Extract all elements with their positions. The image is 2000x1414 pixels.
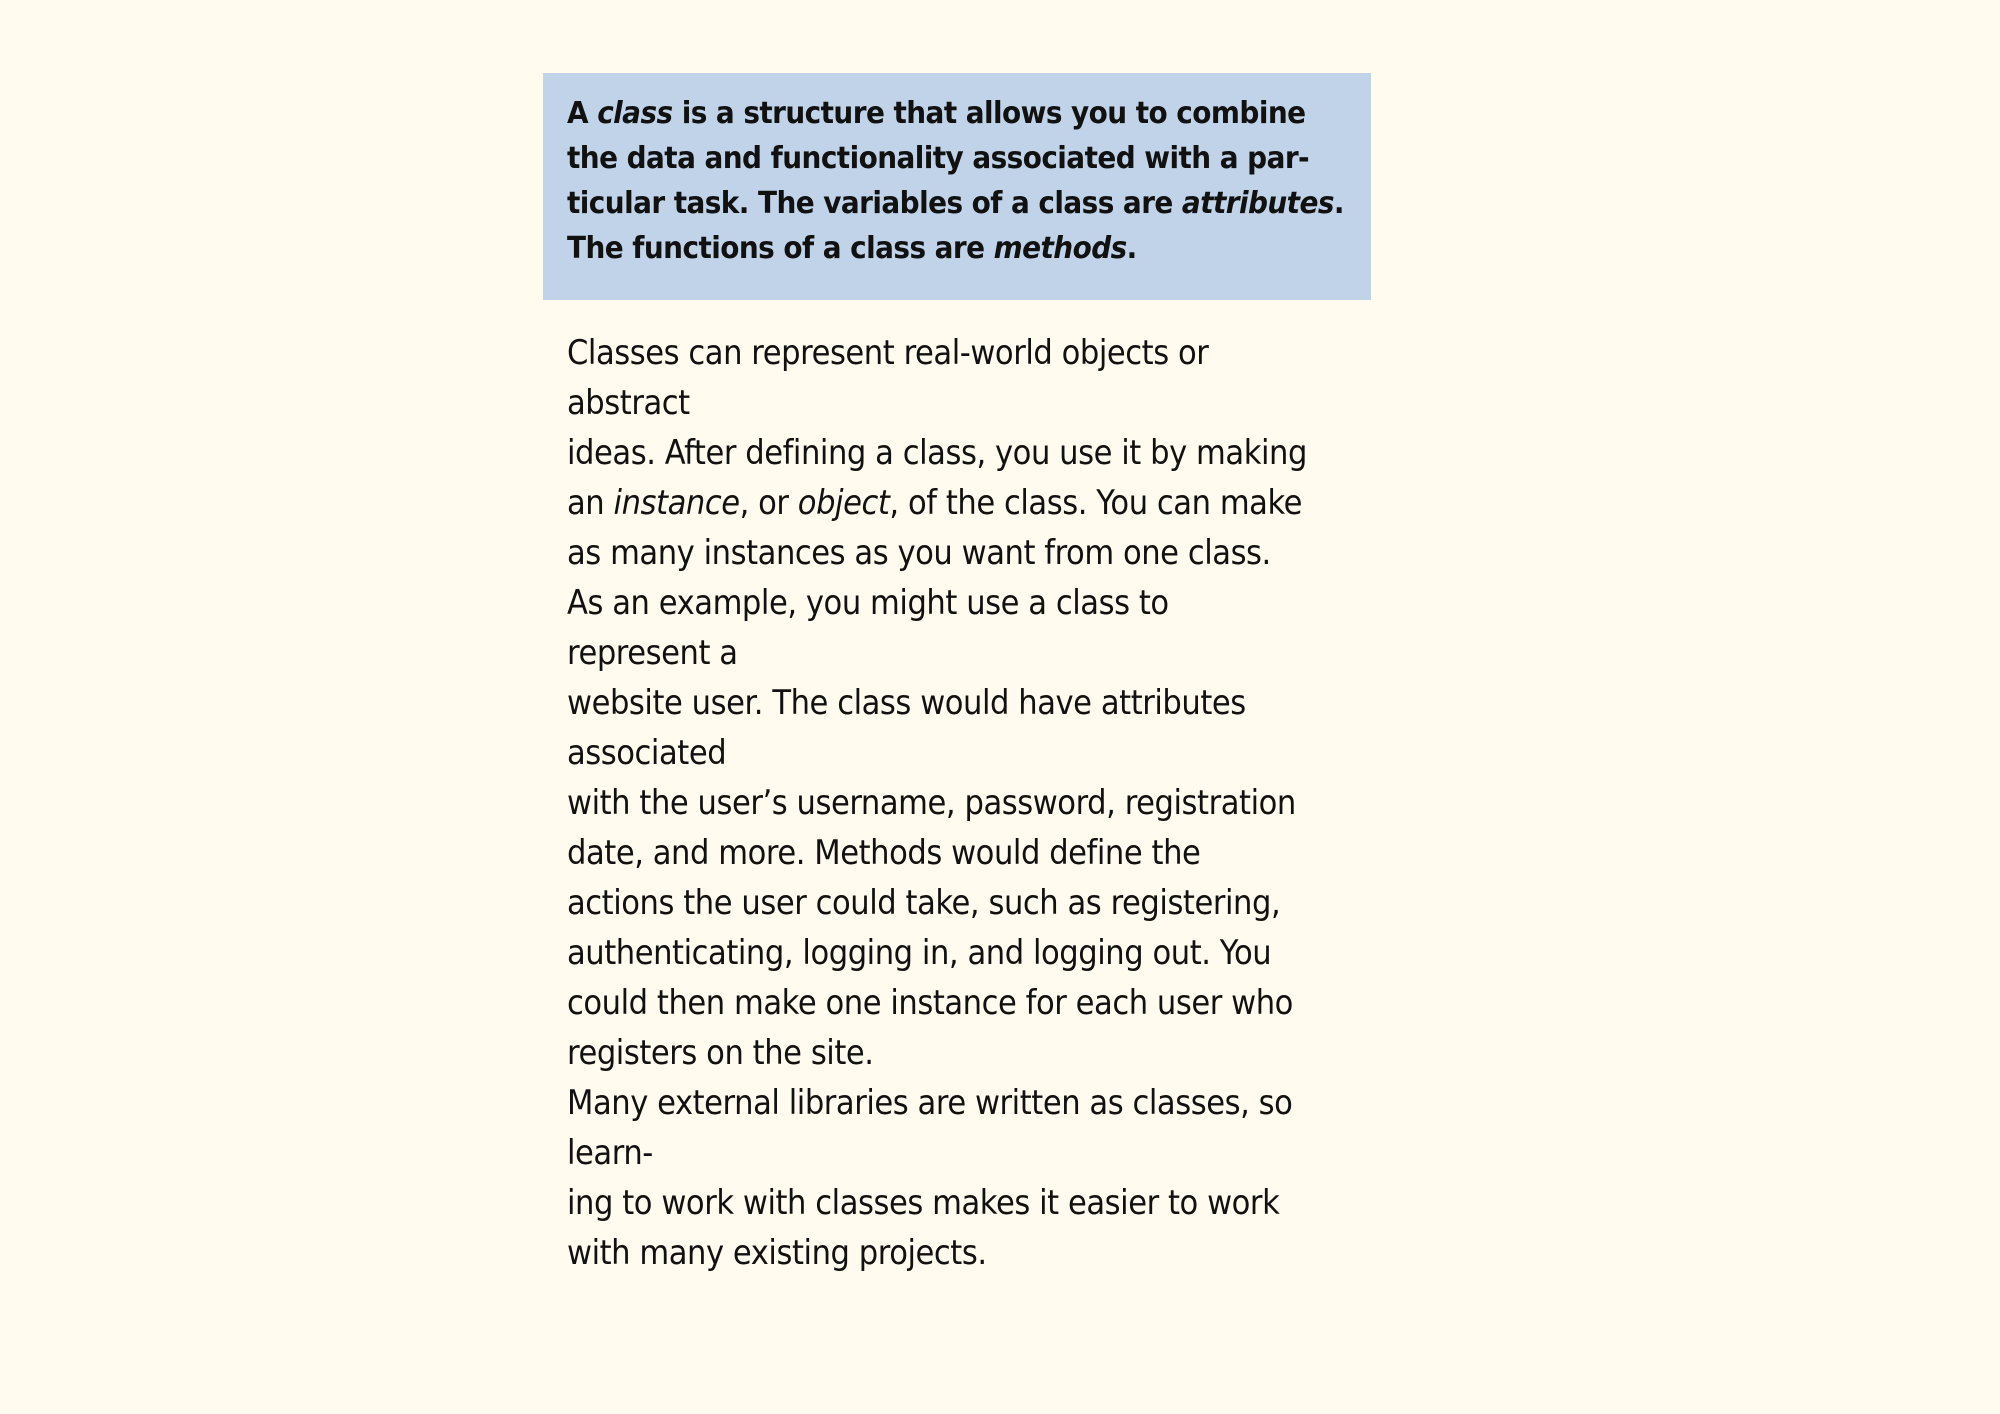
body-line (567, 1228, 1269, 1278)
definition-emphasis: attributes (1181, 186, 1334, 221)
body-line (567, 528, 1269, 578)
body-line (567, 878, 1281, 928)
body-emphasis: object (797, 483, 890, 523)
body-segment: ing to work with classes makes it easier to work (567, 1183, 1280, 1223)
body-segment: represent a (567, 633, 738, 673)
definition-text (567, 91, 1347, 271)
body-line (567, 1028, 1269, 1078)
body-segment: ideas. After defining a class, you use it by making (567, 433, 1307, 473)
definition-segment: is a structure that allows you to combine (672, 96, 1306, 131)
body-segment: associated (567, 733, 727, 773)
body-line (567, 628, 1269, 678)
body-segment: authenticating, logging in, and logging out. You (567, 933, 1272, 973)
document-card (543, 73, 1371, 1278)
body-line (567, 1078, 1293, 1128)
body-segment: with the user’s username, password, registration (567, 783, 1296, 823)
definition-segment: the data and functionality associated with a par- (567, 141, 1310, 176)
body-segment: abstract (567, 383, 690, 423)
definition-emphasis: methods (993, 231, 1127, 266)
body-line (567, 728, 1269, 778)
body-line (567, 828, 1269, 878)
definition-segment: A (567, 96, 598, 131)
body-segment: website user. The class would have attributes (567, 683, 1246, 723)
definition-segment: . (1333, 186, 1344, 221)
body-line (567, 978, 1293, 1028)
body-segment: Many external libraries are written as classes, so (567, 1083, 1293, 1123)
body-segment: Classes can represent real-world objects or (567, 333, 1209, 373)
body-text (567, 328, 1347, 1278)
definition-segment: . (1126, 231, 1137, 266)
body-line (567, 1178, 1280, 1228)
body-segment: as many instances as you want from one class. (567, 533, 1271, 573)
body-line (567, 778, 1296, 828)
definition-line (567, 136, 1310, 181)
body-line (567, 578, 1269, 628)
definition-segment: ticular task. The variables of a class are (567, 186, 1182, 221)
body-segment: an (567, 483, 614, 523)
body-segment: , or (739, 483, 798, 523)
body-segment: date, and more. Methods would define the (567, 833, 1201, 873)
definition-emphasis: class (597, 96, 673, 131)
body-line (567, 328, 1269, 378)
definition-callout (543, 73, 1371, 300)
definition-line (567, 91, 1306, 136)
definition-line (567, 226, 1292, 271)
body-paragraphs (543, 300, 1371, 1278)
body-segment: , of the class. You can make (889, 483, 1303, 523)
body-segment: actions the user could take, such as registering, (567, 883, 1281, 923)
body-segment: As an example, you might use a class to (567, 583, 1169, 623)
definition-line (567, 181, 1344, 226)
body-line (567, 1128, 1269, 1178)
body-line (567, 378, 1269, 428)
body-segment: learn- (567, 1133, 653, 1173)
body-line (567, 428, 1307, 478)
body-segment: registers on the site. (567, 1033, 874, 1073)
body-line (567, 678, 1269, 728)
body-line (567, 928, 1272, 978)
body-line (567, 478, 1303, 528)
body-emphasis: instance (613, 483, 740, 523)
body-segment: could then make one instance for each user who (567, 983, 1293, 1023)
definition-segment: The functions of a class are (567, 231, 994, 266)
body-segment: with many existing projects. (567, 1233, 987, 1273)
